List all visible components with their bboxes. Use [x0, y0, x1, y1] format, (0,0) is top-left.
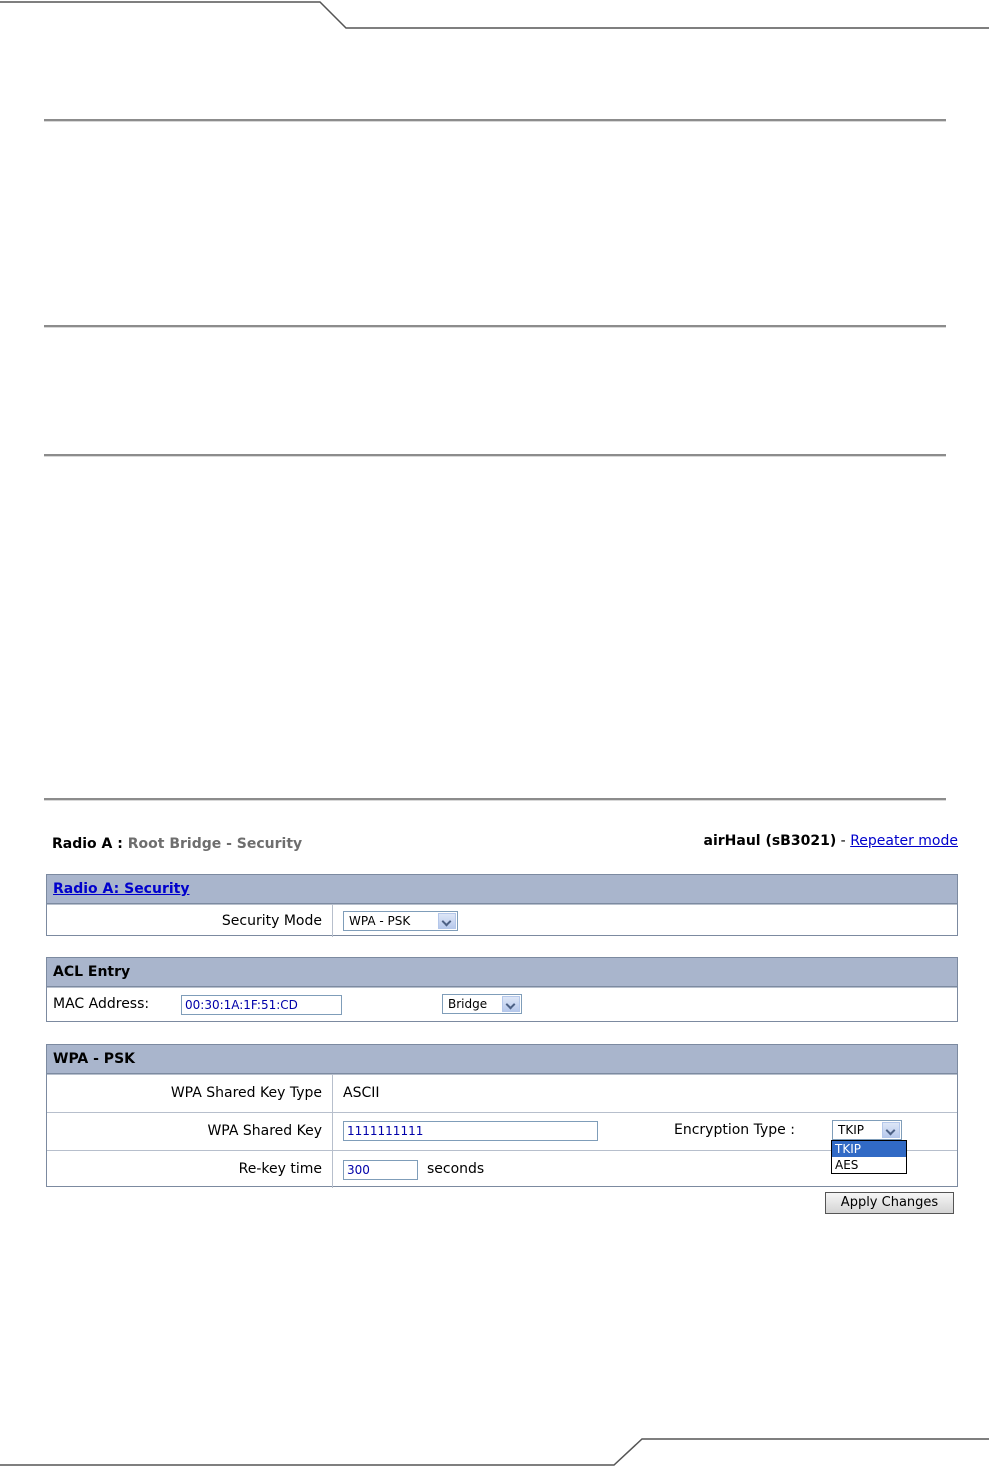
- breadcrumb-page: Security: [236, 836, 303, 852]
- acl-panel-header: [47, 958, 957, 987]
- rekey-label: Re-key time: [238, 1161, 322, 1177]
- bridge-select[interactable]: [442, 994, 522, 1014]
- column-separator: [332, 1075, 333, 1112]
- repeater-mode-link[interactable]: Repeater mode: [850, 833, 958, 849]
- divider: [44, 325, 946, 328]
- security-mode-row: [47, 904, 957, 937]
- breadcrumb-mode: Root Bridge -: [127, 836, 232, 852]
- rekey-input[interactable]: [343, 1160, 418, 1180]
- divider: [44, 119, 946, 122]
- shared-key-label: WPA Shared Key: [207, 1123, 322, 1139]
- encryption-type-value: TKIP: [838, 1123, 864, 1137]
- encryption-dropdown-list: [831, 1140, 907, 1174]
- mac-address-label: MAC Address:: [53, 996, 150, 1012]
- rekey-row: [47, 1150, 957, 1188]
- device-separator: -: [836, 833, 851, 849]
- key-type-label: WPA Shared Key Type: [170, 1085, 322, 1101]
- encryption-option-aes[interactable]: AES: [835, 1158, 859, 1172]
- mac-address-input[interactable]: [181, 995, 342, 1015]
- shared-key-input[interactable]: [343, 1121, 598, 1141]
- radio-security-link[interactable]: Radio A: Security: [53, 881, 190, 897]
- security-panel: [46, 874, 958, 936]
- encryption-option-tkip[interactable]: TKIP: [832, 1141, 906, 1157]
- chevron-down-icon[interactable]: [502, 996, 520, 1012]
- apply-changes-button[interactable]: Apply Changes: [825, 1192, 954, 1214]
- acl-panel: [46, 957, 958, 1022]
- security-panel-header: [47, 875, 957, 904]
- divider: [44, 798, 946, 801]
- chevron-down-icon[interactable]: [438, 913, 456, 929]
- divider: [44, 454, 946, 457]
- device-name: airHaul (sB3021): [703, 833, 837, 849]
- acl-panel-title: ACL Entry: [53, 964, 131, 980]
- wpa-psk-panel: [46, 1044, 958, 1187]
- key-type-value: ASCII: [343, 1085, 380, 1101]
- device-info: [704, 833, 959, 849]
- encryption-type-label: Encryption Type :: [674, 1122, 795, 1138]
- chevron-down-icon[interactable]: [882, 1122, 900, 1138]
- rekey-unit: seconds: [427, 1161, 485, 1177]
- security-mode-label: Security Mode: [221, 913, 322, 929]
- mac-address-row: [47, 987, 957, 1023]
- shared-key-row: [47, 1112, 957, 1150]
- breadcrumb-radio: Radio A :: [52, 836, 123, 852]
- key-type-row: [47, 1074, 957, 1112]
- bridge-value: Bridge: [448, 997, 488, 1011]
- encryption-type-select[interactable]: [832, 1120, 902, 1140]
- security-mode-value: WPA - PSK: [349, 914, 411, 928]
- breadcrumb: [52, 836, 302, 852]
- wpa-panel-title: WPA - PSK: [53, 1051, 136, 1067]
- column-separator: [332, 1113, 333, 1150]
- wpa-panel-header: [47, 1045, 957, 1074]
- security-mode-select[interactable]: [343, 911, 458, 931]
- column-separator: [332, 905, 333, 937]
- column-separator: [332, 1151, 333, 1188]
